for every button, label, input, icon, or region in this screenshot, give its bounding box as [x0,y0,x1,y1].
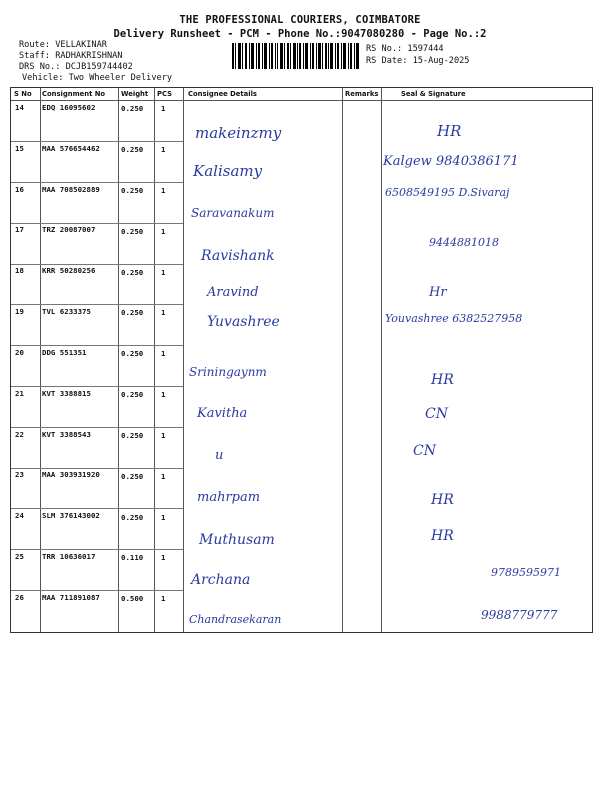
row-sno: 15 [15,144,24,153]
row-line [11,549,183,550]
row-line [11,508,183,509]
row-sno: 21 [15,389,24,398]
row-consignment: DDG 551351 [42,348,87,357]
header-divider [11,100,592,101]
handwritten-signature: Youvashree 6382527958 [385,312,523,325]
row-sno: 20 [15,348,24,357]
row-line [11,386,183,387]
row-sno: 24 [15,511,24,520]
row-line [11,141,183,142]
row-consignment: MAA 303931920 [42,470,100,479]
handwritten-signature: CN [425,406,448,422]
handwritten-consignee: Archana [191,572,251,588]
row-weight: 0.250 [121,472,144,481]
row-consignment: TRR 10636017 [42,552,96,561]
col-divider [183,88,184,632]
handwritten-consignee: Yuvashree [207,314,280,330]
col-header-consignee: Consignee Details [188,90,257,98]
rs-date: RS Date: 15-Aug-2025 [366,56,470,66]
row-sno: 25 [15,552,24,561]
row-sno: 26 [15,593,24,602]
row-consignment: SLM 376143002 [42,511,100,520]
row-sno: 16 [15,185,24,194]
col-header-sno: S No [14,90,32,98]
row-pcs: 1 [161,553,166,562]
row-pcs: 1 [161,145,166,154]
row-pcs: 1 [161,227,166,236]
row-consignment: KVT 3388815 [42,389,91,398]
rs-number: RS No.: 1597444 [366,44,444,54]
row-line [11,427,183,428]
row-line [11,182,183,183]
row-line [11,264,183,265]
vehicle-label: Vehicle: Two Wheeler Delivery [22,73,173,83]
row-sno: 22 [15,430,24,439]
row-sno: 14 [15,103,24,112]
handwritten-signature: 9789595971 [491,566,561,579]
handwritten-signature: Hr [429,285,447,300]
row-sno: 17 [15,225,24,234]
handwritten-signature: Kalgew 9840386171 [383,154,519,169]
runsheet-subtitle: Delivery Runsheet - PCM - Phone No.:9047080280 - Page No.:2 [113,28,487,40]
handwritten-signature: HR [431,528,454,544]
barcode [232,43,360,69]
handwritten-signature: HR [431,372,454,388]
handwritten-signature: 9988779777 [481,608,558,622]
row-weight: 0.250 [121,145,144,154]
row-pcs: 1 [161,472,166,481]
row-weight: 0.250 [121,513,144,522]
col-divider [381,88,382,632]
row-consignment: MAA 711891087 [42,593,100,602]
handwritten-consignee: Saravanakum [191,206,275,220]
handwritten-consignee: Ravishank [201,248,275,264]
handwritten-consignee: Sriningaynm [189,365,267,379]
row-weight: 0.110 [121,553,144,562]
row-weight: 0.250 [121,390,144,399]
row-sno: 18 [15,266,24,275]
row-line [11,468,183,469]
row-pcs: 1 [161,390,166,399]
row-pcs: 1 [161,431,166,440]
col-header-remarks: Remarks [345,90,379,98]
row-line [11,223,183,224]
col-header-signature: Seal & Signature [401,90,466,98]
row-line [11,304,183,305]
handwritten-consignee: Kalisamy [193,162,263,180]
row-weight: 0.250 [121,186,144,195]
handwritten-signature: 9444881018 [429,236,499,249]
row-sno: 23 [15,470,24,479]
row-consignment: MAA 576654462 [42,144,100,153]
row-weight: 0.250 [121,349,144,358]
row-consignment: KRR 50280256 [42,266,96,275]
route-label: Route: VELLAKINAR [19,40,107,50]
handwritten-consignee: Muthusam [199,532,275,548]
row-pcs: 1 [161,349,166,358]
col-header-consignment: Consignment No [42,90,106,98]
runsheet-table [10,87,593,633]
row-weight: 0.250 [121,227,144,236]
col-header-weight: Weight [121,90,149,98]
company-title: THE PROFESSIONAL COURIERS, COIMBATORE [179,14,421,26]
row-pcs: 1 [161,104,166,113]
row-pcs: 1 [161,186,166,195]
handwritten-consignee: Aravind [207,285,259,300]
col-divider [118,88,119,632]
col-divider [40,88,41,632]
handwritten-consignee: Kavitha [197,406,248,421]
row-pcs: 1 [161,308,166,317]
row-weight: 0.250 [121,308,144,317]
handwritten-consignee: Chandrasekaran [189,613,282,626]
col-divider [154,88,155,632]
handwritten-consignee: mahrpam [197,490,261,505]
row-consignment: TRZ 20087007 [42,225,96,234]
handwritten-signature: CN [413,443,436,459]
row-weight: 0.250 [121,104,144,113]
row-consignment: MAA 708502889 [42,185,100,194]
row-pcs: 1 [161,513,166,522]
row-pcs: 1 [161,268,166,277]
staff-label: Staff: RADHAKRISHNAN [19,51,123,61]
row-line [11,345,183,346]
handwritten-signature: HR [431,492,454,508]
drs-label: DRS No.: DCJB159744402 [19,62,133,72]
row-weight: 0.250 [121,431,144,440]
row-sno: 19 [15,307,24,316]
row-weight: 0.500 [121,594,144,603]
row-pcs: 1 [161,594,166,603]
col-divider [342,88,343,632]
row-consignment: EDQ 16095602 [42,103,96,112]
row-weight: 0.250 [121,268,144,277]
handwritten-consignee: u [215,448,224,463]
row-consignment: KVT 3388543 [42,430,91,439]
handwritten-consignee: makeinzmy [195,124,282,142]
handwritten-signature: 6508549195 D.Sivaraj [385,186,510,199]
col-header-pcs: PCS [157,90,172,98]
row-consignment: TVL 6233375 [42,307,91,316]
row-line [11,590,183,591]
handwritten-signature: HR [437,122,462,140]
